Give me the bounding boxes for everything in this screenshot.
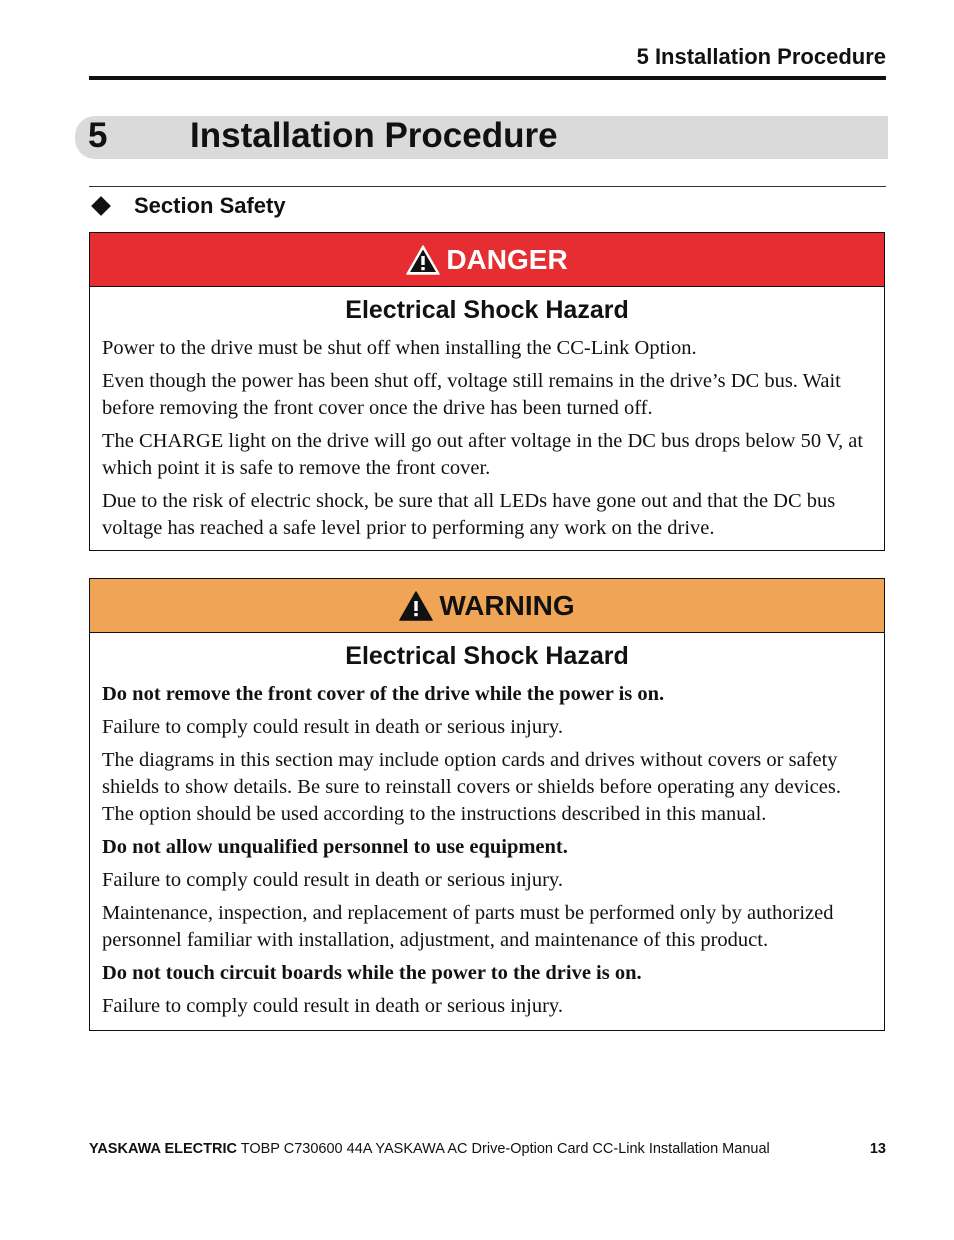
warning-banner [90, 579, 884, 633]
running-header [89, 44, 886, 80]
warning-box [89, 578, 885, 1031]
warning-paragraph: Maintenance, inspection, and replacement of parts must be performed only by authorized personnel familiar with installation, adjustment, and maintenance of this product. [102, 902, 834, 951]
alert-triangle-icon [399, 591, 433, 621]
chapter-number: 5 [88, 116, 108, 155]
danger-paragraph: Power to the drive must be shut off when installing the CC-Link Option. [102, 337, 697, 359]
section-heading [89, 191, 286, 221]
danger-banner [90, 233, 884, 287]
warning-instruction: Do not allow unqualified personnel to use equipment. [102, 836, 568, 858]
warning-label: WARNING [439, 589, 575, 621]
warning-paragraph: The diagrams in this section may include option cards and drives without covers or safety shields to show details. Be sure to reinstall covers or shields before operating any devices. The option should be used according to the instructions described in this manual. [102, 749, 841, 825]
footer-document: TOBP C730600 44A YASKAWA AC Drive-Option Card CC-Link Installation Manual [240, 1141, 770, 1157]
warning-paragraph: Failure to comply could result in death or serious injury. [102, 869, 563, 891]
section-heading-text: Section Safety [134, 193, 286, 218]
warning-paragraph: Failure to comply could result in death or serious injury. [102, 716, 563, 738]
chapter-title: Installation Procedure [190, 116, 558, 155]
diamond-bullet-icon [91, 196, 111, 216]
warning-instruction: Do not touch circuit boards while the power to the drive is on. [102, 962, 642, 984]
danger-body [90, 335, 884, 554]
warning-instruction: Do not remove the front cover of the drive while the power is on. [102, 683, 665, 705]
section-divider [89, 186, 886, 187]
page-footer [89, 1141, 886, 1157]
danger-paragraph: Even though the power has been shut off, voltage still remains in the drive’s DC bus. Wait before removing the front cover once the drive has been turned off. [102, 370, 841, 419]
page-number: 13 [869, 1141, 886, 1157]
danger-paragraph: The CHARGE light on the drive will go out after voltage in the DC bus drops below 50 V, at which point it is safe to remove the front cover. [102, 430, 864, 479]
footer-document-line [89, 1141, 770, 1157]
footer-brand: YASKAWA ELECTRIC [89, 1141, 237, 1157]
warning-body [90, 681, 884, 1032]
warning-paragraph: Failure to comply could result in death or serious injury. [102, 995, 563, 1017]
warning-hazard-title: Electrical Shock Hazard [345, 642, 629, 670]
danger-box [89, 232, 885, 551]
danger-paragraph: Due to the risk of electric shock, be sure that all LEDs have gone out and that the DC bus voltage has reached a safe level prior to performing any work on the drive. [102, 490, 836, 539]
chapter-heading [75, 116, 888, 159]
running-header-title: 5 Installation Procedure [636, 44, 886, 69]
alert-triangle-icon [406, 245, 440, 275]
danger-hazard-title: Electrical Shock Hazard [345, 296, 629, 324]
danger-label: DANGER [446, 243, 568, 275]
